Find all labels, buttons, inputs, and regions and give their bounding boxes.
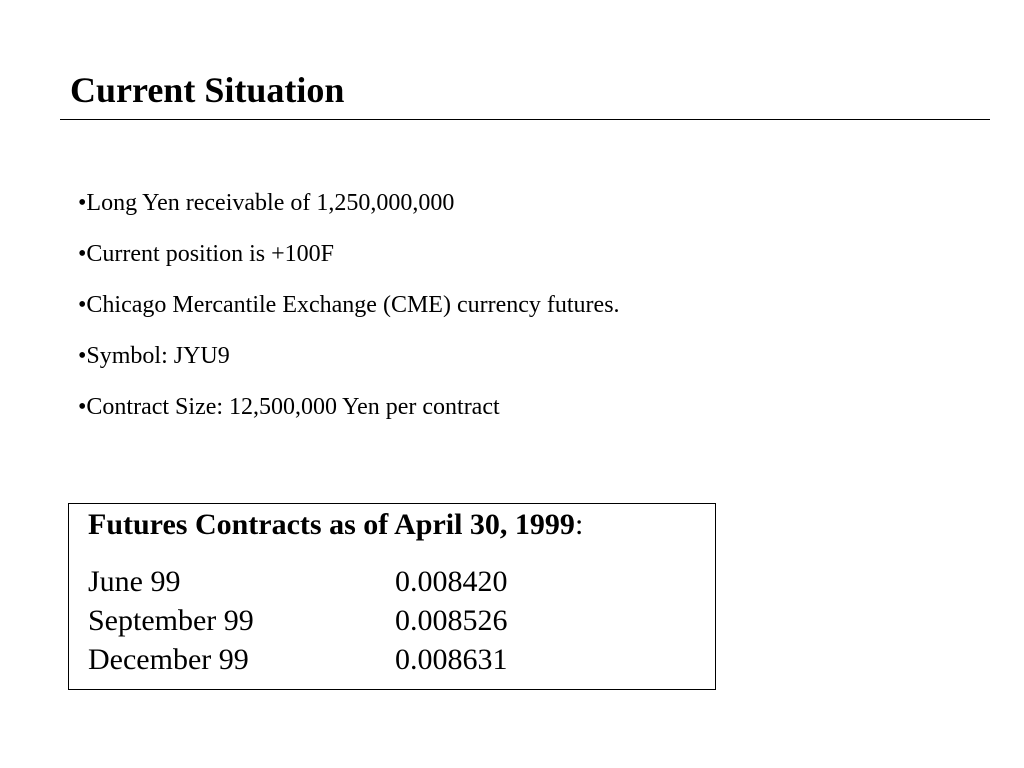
bullet-text: Long Yen receivable of 1,250,000,000 (86, 190, 455, 216)
futures-table (88, 562, 688, 679)
bullet-marker: • (78, 343, 87, 369)
bullet-text: Contract Size: 12,500,000 Yen per contract (86, 394, 500, 420)
futures-row (88, 601, 688, 640)
bullet-item (78, 339, 620, 373)
bullet-text: Symbol: JYU9 (86, 343, 230, 369)
title-divider (60, 119, 990, 120)
futures-price: 0.008526 (395, 604, 508, 637)
bullet-list (78, 186, 620, 441)
futures-contracts-box (68, 503, 716, 690)
bullet-item (78, 186, 620, 220)
futures-row (88, 640, 688, 679)
futures-month: December 99 (88, 643, 249, 676)
futures-heading (88, 506, 583, 544)
bullet-marker: • (78, 241, 87, 267)
bullet-text: Chicago Mercantile Exchange (CME) currency futures. (86, 292, 620, 318)
bullet-item (78, 390, 620, 424)
futures-month: June 99 (88, 565, 181, 598)
bullet-item (78, 288, 620, 322)
futures-heading-colon: : (574, 508, 584, 541)
futures-price: 0.008420 (395, 565, 508, 598)
futures-row (88, 562, 688, 601)
futures-price: 0.008631 (395, 643, 508, 676)
futures-month: September 99 (88, 604, 254, 637)
futures-heading-text: Futures Contracts as of April 30, 1999 (88, 508, 575, 541)
bullet-marker: • (78, 394, 87, 420)
bullet-text: Current position is +100F (86, 241, 334, 267)
bullet-marker: • (78, 292, 87, 318)
slide-title: Current Situation (70, 70, 345, 110)
bullet-item (78, 237, 620, 271)
bullet-marker: • (78, 190, 87, 216)
